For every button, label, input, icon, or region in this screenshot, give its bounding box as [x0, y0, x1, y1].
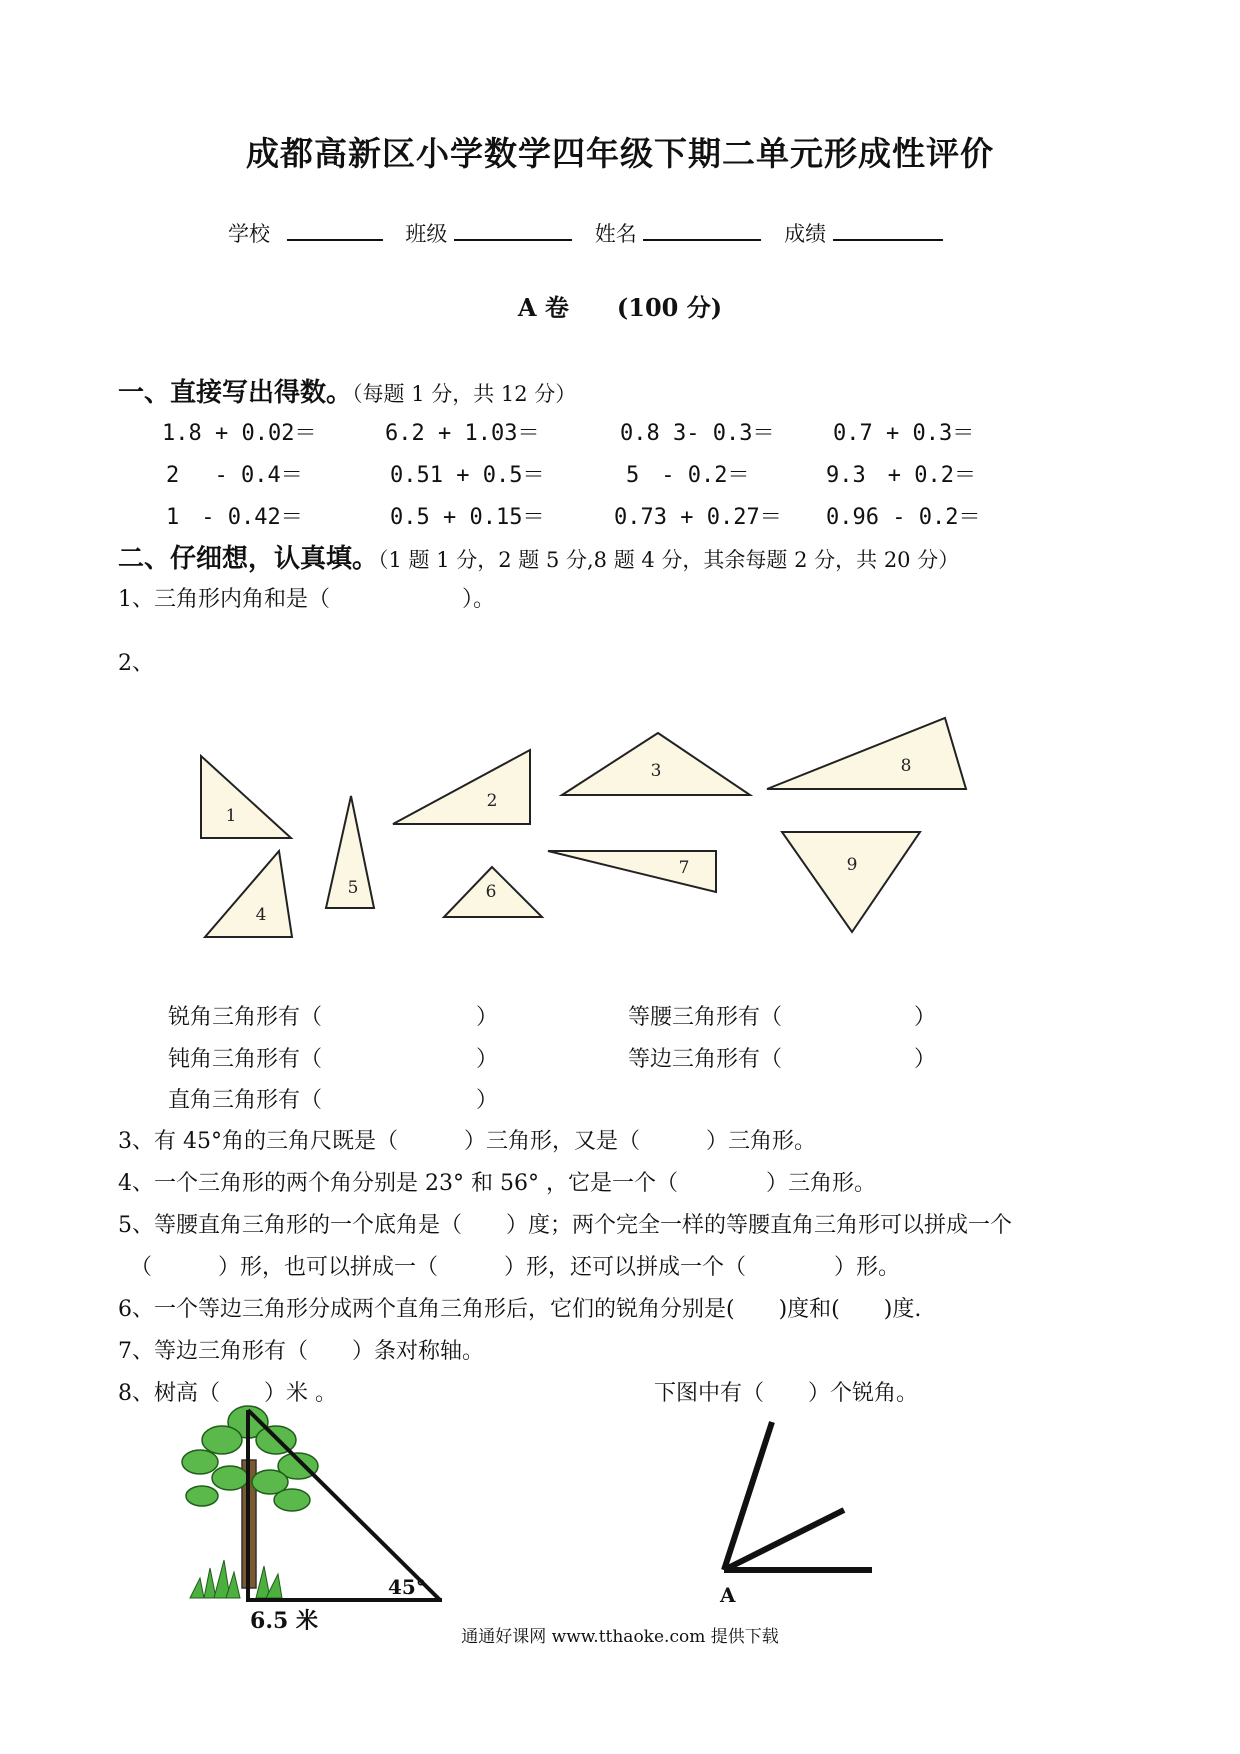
name-label: 姓名 [594, 222, 637, 246]
question-3: 3、有 45°角的三角尺既是（ ）三角形，又是（ ）三角形。 [118, 1129, 816, 1154]
triangle-7 [548, 851, 716, 892]
triangle-label: 4 [255, 905, 267, 925]
tree-figure [160, 1400, 460, 1630]
question-4: 4、一个三角形的两个角分别是 23° 和 56° ，它是一个（ ）三角形。 [118, 1171, 876, 1196]
score-label: 成绩 [784, 222, 827, 246]
question-8-angles: 下图中有（ ）个锐角。 [654, 1381, 919, 1406]
section1-note: （每题 1 分，共 12 分） [352, 382, 577, 406]
volume-heading: A 卷 (100 分) [517, 293, 723, 322]
triangle-1 [201, 756, 291, 838]
calc-item: 6.2 + 1.03＝ [385, 421, 540, 446]
calc-item: 0.96 - 0.2＝ [826, 505, 981, 530]
question-5-line1: 5、等腰直角三角形的一个底角是（ ）度；两个完全一样的等腰直角三角形可以拼成一个 [118, 1213, 1013, 1238]
calc-item: 0.7 + 0.3＝ [833, 421, 975, 446]
question-1: 1、三角形内角和是（ ）。 [118, 587, 495, 612]
calc-item: 1.8 + 0.02＝ [162, 421, 317, 446]
angle-figure [700, 1410, 900, 1610]
distance-label: 6.5 米 [250, 1608, 318, 1630]
section2-note: （1 题 1 分，2 题 5 分,8 题 4 分，其余每题 2 分，共 20 分） [378, 548, 960, 572]
question-2-label: 2、 [118, 651, 154, 676]
triangle-label: 3 [650, 761, 662, 781]
triangle-9 [782, 832, 920, 932]
triangle-4 [205, 851, 292, 937]
classify-acute: 锐角三角形有（ ） [168, 1005, 499, 1030]
question-5-line2: （ ）形，也可以拼成一（ ）形，还可以拼成一个（ ）形。 [130, 1255, 901, 1280]
question-6: 6、一个等边三角形分成两个直角三角形后，它们的锐角分别是( )度和( )度. [118, 1297, 922, 1322]
triangle-label: 7 [678, 858, 690, 878]
page-title: 成都高新区小学数学四年级下期二单元形成性评价 [246, 134, 994, 173]
question-7: 7、等边三角形有（ ）条对称轴。 [118, 1339, 484, 1364]
section1-title: 一、直接写出得数。 [118, 378, 353, 408]
class-label: 班级 [405, 222, 448, 246]
grass [190, 1560, 282, 1598]
triangle-8 [767, 718, 966, 789]
triangle-2 [393, 750, 530, 824]
calc-item: 0.5 + 0.15＝ [390, 505, 545, 530]
triangle-label: 8 [900, 756, 912, 776]
calc-item: 1 - 0.42＝ [166, 505, 303, 530]
footer-note: 通通好课网 www.tthaoke.com 提供下载 [461, 1627, 779, 1647]
triangle-label: 9 [846, 855, 858, 875]
triangle-label: 2 [486, 791, 498, 811]
triangle-label: 6 [485, 882, 497, 902]
calc-item: 2 - 0.4＝ [166, 463, 303, 488]
calc-item: 0.8 3- 0.3＝ [620, 421, 775, 446]
calc-item: 0.73 + 0.27＝ [614, 505, 782, 530]
angle-45-label: 45° [388, 1575, 426, 1599]
classify-isosceles: 等腰三角形有（ ） [628, 1005, 937, 1030]
classify-obtuse: 钝角三角形有（ ） [168, 1047, 499, 1072]
classify-right: 直角三角形有（ ） [168, 1088, 499, 1113]
section2-title: 二、仔细想，认真填。 [118, 544, 379, 574]
school-label: 学校 [228, 222, 270, 246]
calc-item: 5 - 0.2＝ [626, 463, 750, 488]
classify-equilateral: 等边三角形有（ ） [628, 1047, 937, 1072]
question-8-tree: 8、树高（ ）米 。 [118, 1381, 337, 1406]
calc-item: 0.51 + 0.5＝ [390, 463, 545, 488]
triangle-label: 5 [347, 878, 359, 898]
triangle-label: 1 [225, 806, 237, 826]
calc-item: 9.3 + 0.2＝ [826, 463, 976, 488]
vertex-a-label: A [720, 1583, 736, 1607]
